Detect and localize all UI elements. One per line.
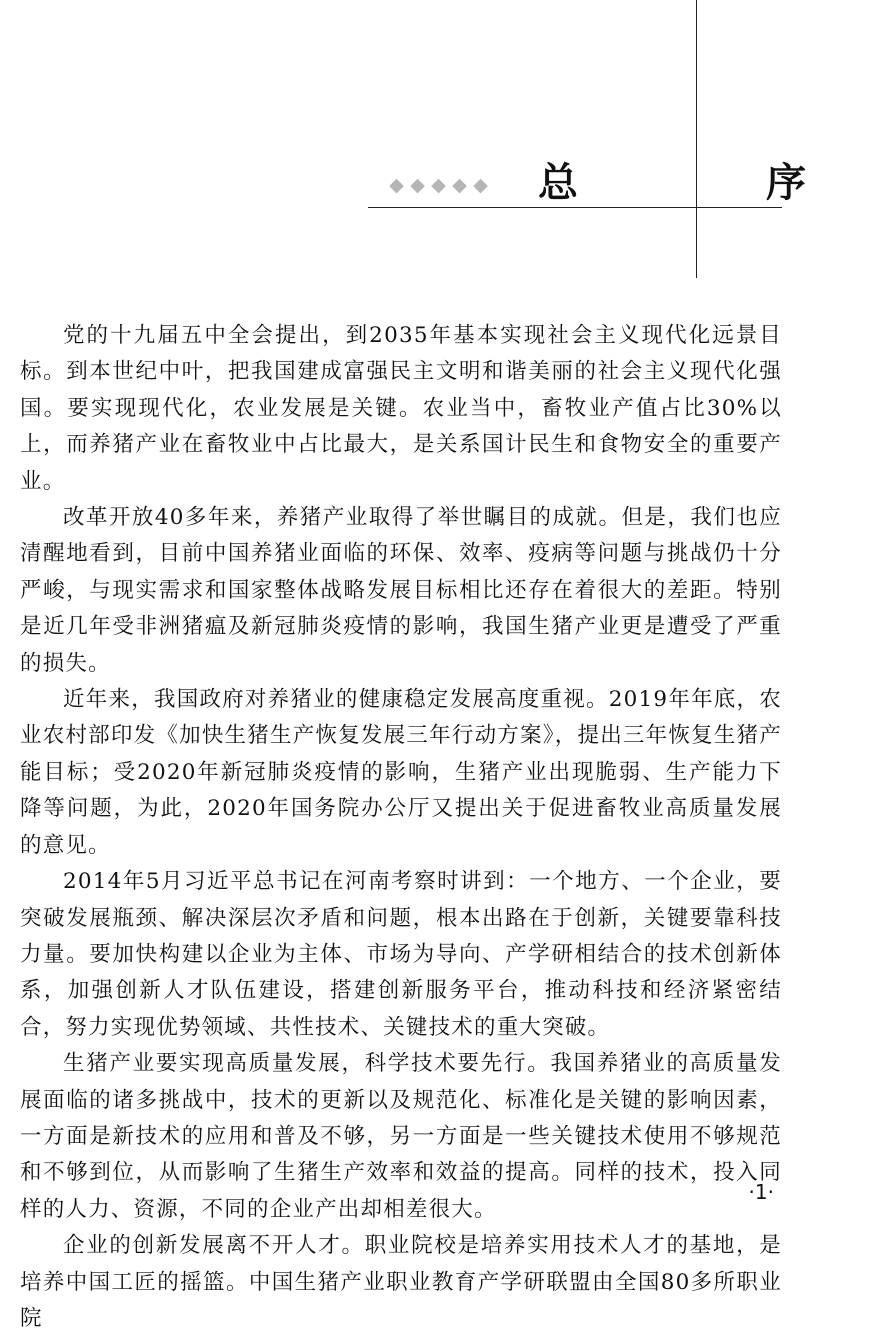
- paragraph: 党的十九届五中全会提出，到2035年基本实现社会主义现代化远景目标。到本世纪中叶，把我国建成富强民主文明和谐美丽的社会主义现代化强国。要实现现代化，农业发展是关键。农业当中，畜牧业产值占比30%以上，而养猪产业在畜牧业中占比最大，是关系国计民生和食物安全的重要产业。: [20, 323, 782, 494]
- page-title: 总 序: [538, 160, 880, 206]
- diamond-icon: ◆: [389, 174, 404, 196]
- diamond-icon: ◆: [431, 174, 446, 196]
- diamond-icon: ◆: [452, 174, 467, 196]
- diamond-ornament: [388, 174, 489, 196]
- vertical-rule: [696, 0, 697, 278]
- paragraph: 近年来，我国政府对养猪业的健康稳定发展高度重视。2019年年底，农业农村部印发《加快生猪生产恢复发展三年行动方案》，提出三年恢复生猪产能目标；受2020年新冠肺炎疫情的影响，生猪产业出现脆弱、生产能力下降等问题，为此，2020年国务院办公厅又提出关于促进畜牧业高质量发展的意见。: [20, 687, 782, 858]
- diamond-icon: ◆: [410, 174, 425, 196]
- body-text: [20, 318, 782, 1337]
- diamond-icon: ◆: [473, 174, 488, 196]
- paragraph: 企业的创新发展离不开人才。职业院校是培养实用技术人才的基地，是培养中国工匠的摇篮。中国生猪产业职业教育产学研联盟由全国80多所职业院: [20, 1233, 782, 1331]
- paragraph: 改革开放40多年来，养猪产业取得了举世瞩目的成就。但是，我们也应清醒地看到，目前中国养猪业面临的环保、效率、疫病等问题与挑战仍十分严峻，与现实需求和国家整体战略发展目标相比还存在着很大的差距。特别是近几年受非洲猪瘟及新冠肺炎疫情的影响，我国生猪产业更是遭受了严重的损失。: [20, 505, 782, 676]
- page-number: ·1·: [748, 1180, 774, 1204]
- paragraph: 生猪产业要实现高质量发展，科学技术要先行。我国养猪业的高质量发展面临的诸多挑战中，技术的更新以及规范化、标准化是关键的影响因素，一方面是新技术的应用和普及不够，另一方面是一些关键技术使用不够规范和不够到位，从而影响了生猪生产效率和效益的提高。同样的技术，投入同样的人力、资源，不同的企业产出却相差很大。: [20, 1051, 782, 1222]
- paragraph: 2014年5月习近平总书记在河南考察时讲到：一个地方、一个企业，要突破发展瓶颈、解决深层次矛盾和问题，根本出路在于创新，关键要靠科技力量。要加快构建以企业为主体、市场为导向、产学研相结合的技术创新体系，加强创新人才队伍建设，搭建创新服务平台，推动科技和经济紧密结合，努力实现优势领域、共性技术、关键技术的重大突破。: [20, 869, 782, 1040]
